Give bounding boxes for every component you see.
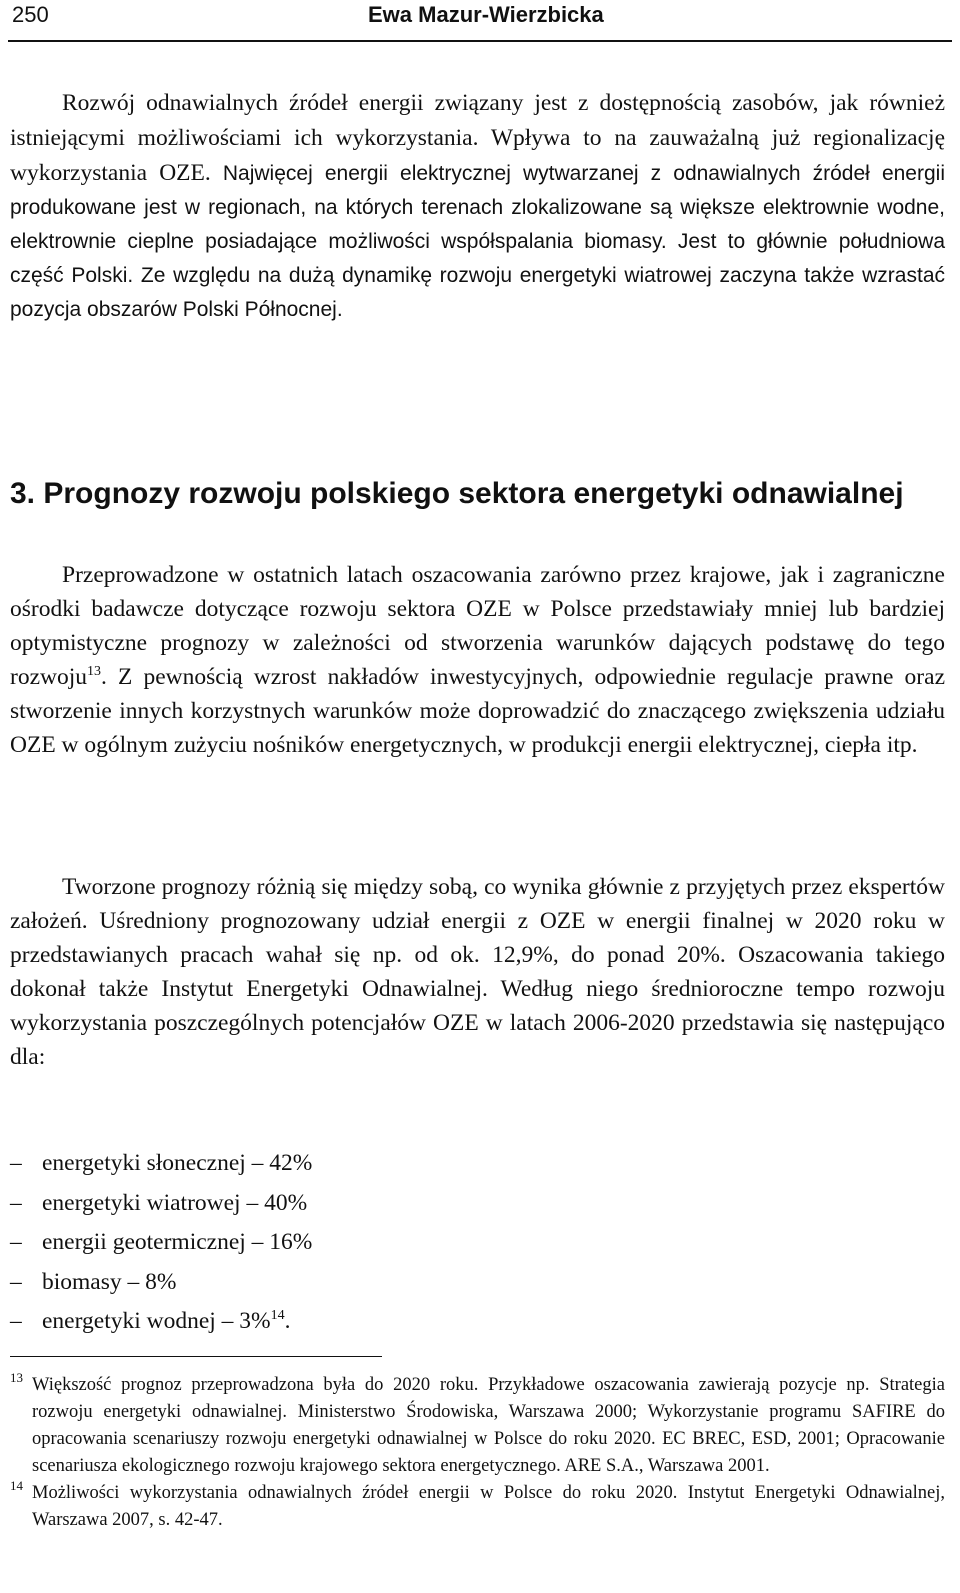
list-item [10, 1302, 945, 1342]
growth-rate-list [10, 1144, 945, 1342]
list-dash: – [10, 1229, 22, 1255]
list-dash: – [10, 1308, 22, 1334]
list-item-text: energetyki wodnej – 3% [42, 1308, 271, 1334]
footnote-mark: 14 [10, 1478, 23, 1493]
list-dash: – [10, 1150, 22, 1176]
footnote-mark: 13 [10, 1370, 23, 1385]
running-head-author: Ewa Mazur-Wierzbicka [368, 2, 604, 27]
footnote-reference-14[interactable]: 14 [270, 1308, 285, 1324]
page-number: 250 [12, 2, 49, 27]
paragraph-regionalization-sans-part: Najwięcej energii elektrycznej wytwarzanej z odnawialnych źródeł energii produkowane jest w regionach, na których terenach zlokalizowane są większe elektrownie wodne, elektrownie cieplne posiadające możliwości współspalania biomasy. Jest to głównie południowa część Polski. Ze względu na dużą dynamikę rozwoju energetyki wiatrowej zaczyna także wzrastać pozycja obszarów Polski Północnej. [10, 162, 945, 321]
list-item [10, 1184, 945, 1224]
list-item [10, 1263, 945, 1303]
list-item-text: energetyki wiatrowej – 40% [42, 1189, 308, 1216]
paragraph-forecasts-text-a: Przeprowadzone w ostatnich latach oszacowania zarówno przez krajowe, jak i zagraniczne ośrodki badawcze dotyczące rozwoju sektora OZE w Polsce przedstawiały mniej lub bardziej optymistyczne prognozy w zależności od stworzenia warunków dających podstawę do tego rozwoju [10, 562, 945, 690]
section-heading: 3. Prognozy rozwoju polskiego sektora energetyki odnawialnej [10, 477, 904, 510]
header-rule [8, 40, 952, 42]
footnote-13 [10, 1372, 945, 1480]
list-item [10, 1144, 945, 1184]
footnote-separator [10, 1356, 382, 1357]
paragraph-forecasts [10, 558, 945, 762]
list-item-text: energii geotermicznej – 16% [42, 1229, 313, 1255]
paragraph-expert-forecasts: Tworzone prognozy różnią się między sobą, co wynika głównie z przyjętych przez ekspertów założeń. Uśredniony prognozowany udział energii z OZE w energii finalnej w 2020 roku w przedstawianych pracach wahał się np. od ok. 12,9%, do ponad 20%. Oszacowania takiego dokonał także Instytut Energetyki Odnawialnej. Według niego średnioroczne tempo rozwoju wykorzystania poszczególnych potencjałów OZE w latach 2006-2020 przedstawia się następująco dla: [10, 874, 945, 1070]
running-header [8, 0, 952, 36]
footnote-reference-13[interactable]: 13 [87, 664, 102, 680]
list-dash: – [10, 1189, 22, 1216]
list-item-text: energetyki słonecznej – 42% [42, 1150, 313, 1176]
list-item-trailing-period: . [284, 1308, 291, 1334]
paragraph-forecasts-text-b: . Z pewnością wzrost nakładów inwestycyjnych, odpowiednie regulacje prawne oraz stworzenie innych korzystnych warunków może doprowadzić do znaczącego zwiększenia udziału OZE w ogólnym zużyciu nośników energetycznych, w produkcji energii elektrycznej, ciepła itp. [10, 664, 945, 758]
footnote-text: Większość prognoz przeprowadzona była do 2020 roku. Przykładowe oszacowania zawierają pozycje np. Strategia rozwoju energetyki odnawialnej. Ministerstwo Środowiska, Warszawa 2000; Wykorzystanie programu SAFIRE do opracowania scenariuszy rozwoju energetyki odnawialnej w Polsce do roku 2020. EC BREC, ESD, 2001; Opracowanie scenariusza ekologicznego rozwoju krajowego sektora energetycznego. ARE S.A., Warszawa 2001. [32, 1375, 945, 1476]
footnotes [10, 1372, 945, 1534]
list-item-text: biomasy – 8% [42, 1268, 177, 1295]
list-item [10, 1223, 945, 1263]
paragraph-regionalization [10, 86, 945, 327]
footnote-14 [10, 1480, 945, 1534]
list-dash: – [10, 1268, 22, 1295]
paragraph-regionalization-serif-part: Rozwój odnawialnych źródeł energii związany jest z dostępnością zasobów, jak również istniejącymi możliwościami ich wykorzystania. Wpływa to na zauważalną już regionalizację wykorzystania OZE. [10, 90, 945, 186]
footnote-text: Możliwości wykorzystania odnawialnych źródeł energii w Polsce do roku 2020. Instytut Energetyki Odnawialnej, Warszawa 2007, s. 42-47. [32, 1483, 945, 1530]
